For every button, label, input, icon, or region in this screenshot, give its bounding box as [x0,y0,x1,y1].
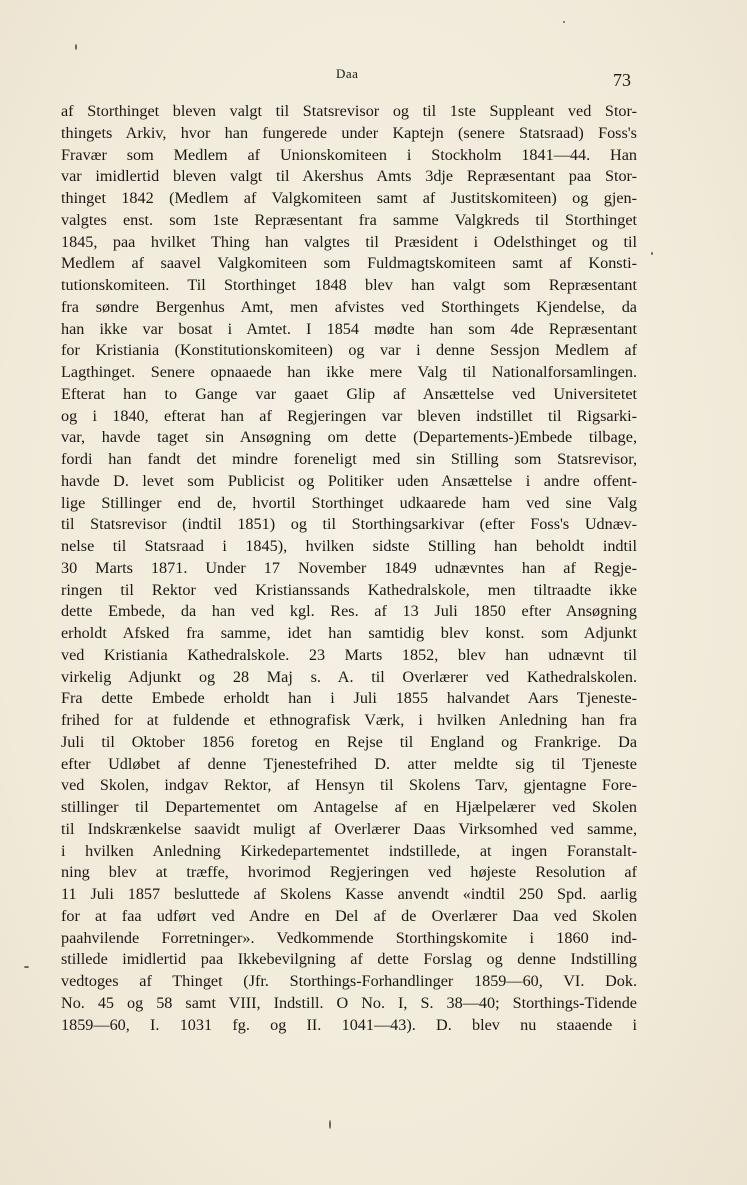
text-line: for at faa udført ved Andre en Del af de Overlærer Daa ved Skolen [61,906,637,925]
text-line: efter Udløbet af denne Tjenestefrihed D. atter meldte sig til Tjeneste [61,754,637,773]
paper-speck [75,44,77,50]
text-line: stillinger til Departementet om Antagelse af en Hjælpelærer ved Skolen [61,798,637,816]
running-head: Daa [336,66,359,81]
text-line: dette Embede, da han ved kgl. Res. af 13 Juli 1850 efter Ansøgning [61,602,637,621]
text-line: vedtoges af Thinget (Jfr. Storthings-Forhandlinger 1859—60, VI. Dok. [61,972,637,990]
text-line: frihed for at fuldende et ethnografisk Værk, i hvilken Anledning han fra [61,711,637,729]
text-line: var, havde taget sin Ansøgning om dette (Departements-)Embede tilbage, [61,428,637,447]
text-line: Medlem af saavel Valgkomiteen som Fuldmagtskomiteen samt af Konsti- [61,254,637,273]
text-line: 1845, paa hvilket Thing han valgtes til Præsident i Odelsthinget og til [61,232,637,251]
text-line: 30 Marts 1871. Under 17 November 1849 udnævntes han af Regje- [61,558,637,577]
text-line: Juli til Oktober 1856 foretog en Rejse til England og Frankrige. Da [61,732,637,751]
text-line: ning blev at træffe, hvorimod Regjeringen ved højeste Resolution af [61,863,637,882]
text-line: paahvilende Forretninger». Vedkommende Storthingskomite i 1860 ind- [61,928,637,947]
text-line: ringen til Rektor ved Kristianssands Kathedralskole, men tiltraadte ikke [61,580,637,599]
text-line: Fravær som Medlem af Unionskomiteen i Stockholm 1841—44. Han [61,145,637,164]
text-line: havde D. levet som Publicist og Politiker uden Ansættelse i andre offent- [61,471,637,490]
text-line: fordi han fandt det mindre foreneligt med sin Stilling som Statsrevisor, [61,450,637,468]
paper-speck [651,252,653,255]
text-line: virkelig Adjunkt og 28 Maj s. A. til Overlærer ved Kathedralskolen. [61,667,637,686]
text-line: Fra dette Embede erholdt han i Juli 1855 halvandet Aars Tjeneste- [61,689,637,708]
text-line: til Statsrevisor (indtil 1851) og til Storthingsarkivar (efter Foss's Udnæv- [61,515,637,534]
page-number: 73 [613,70,631,90]
text-line: 11 Juli 1857 besluttede af Skolens Kasse anvendt «indtil 250 Spd. aarlig [61,885,637,903]
text-line: 1859—60, I. 1031 fg. og II. 1041—43). D. blev nu staaende i [61,1015,637,1034]
text-line: fra søndre Bergenhus Amt, men afvistes ved Storthingets Kjendelse, da [61,297,637,316]
text-line: for Kristiania (Konstitutionskomiteen) og var i denne Sessjon Medlem af [61,341,637,360]
text-line: nelse til Statsraad i 1845), hvilken sidste Stilling han beholdt indtil [61,537,637,555]
text-line: tutionskomiteen. Til Storthinget 1848 blev han valgt som Repræsentant [61,276,637,294]
text-line: og i 1840, efterat han af Regjeringen var bleven indstillet til Rigsarki- [61,406,637,425]
text-line: i hvilken Anledning Kirkedepartementet indstillede, at ingen Foranstalt- [61,841,637,860]
text-line: No. 45 og 58 samt VIII, Indstill. O No. I, S. 38—40; Storthings-Tidende [61,993,637,1012]
text-line: ved Skolen, indgav Rektor, af Hensyn til Skolens Tarv, gjentagne Fore- [61,776,637,795]
text-line: Lagthinget. Senere opnaaede han ikke mere Valg til Nationalforsamlingen. [61,363,637,381]
text-line: han ikke var bosat i Amtet. I 1854 mødte han som 4de Repræsentant [61,319,637,338]
text-line: valgtes enst. som 1ste Repræsentant fra samme Valgkreds til Storthinget [61,210,637,229]
text-line: stillede imidlertid paa Ikkebevilgning af dette Forslag og denne Indstilling [61,950,637,969]
body-text [61,101,637,1036]
paper-speck [563,21,565,23]
text-line: var imidlertid bleven valgt til Akershus Amts 3dje Repræsentant paa Stor- [61,167,637,186]
text-line: ved Kristiania Kathedralskole. 23 Marts 1852, blev han udnævnt til [61,645,637,664]
text-line: lige Stillinger end de, hvortil Storthinget udkaarede ham ved sine Valg [61,493,637,512]
text-line: thingets Arkiv, hvor han fungerede under Kaptejn (senere Statsraad) Foss's [61,123,637,142]
text-line: af Storthinget bleven valgt til Statsrevisor og til 1ste Suppleant ved Stor- [61,102,637,120]
text-line: thinget 1842 (Medlem af Valgkomiteen samt af Justitskomiteen) og gjen- [61,189,637,207]
paper-speck [329,1120,331,1129]
text-line: erholdt Afsked fra samme, idet han samtidig blev konst. som Adjunkt [61,624,637,642]
text-line: til Indskrænkelse saavidt muligt af Overlærer Daas Virksomhed ved samme, [61,819,637,838]
paper-speck [24,966,29,968]
text-line: Efterat han to Gange var gaaet Glip af Ansættelse ved Universitetet [61,384,637,403]
